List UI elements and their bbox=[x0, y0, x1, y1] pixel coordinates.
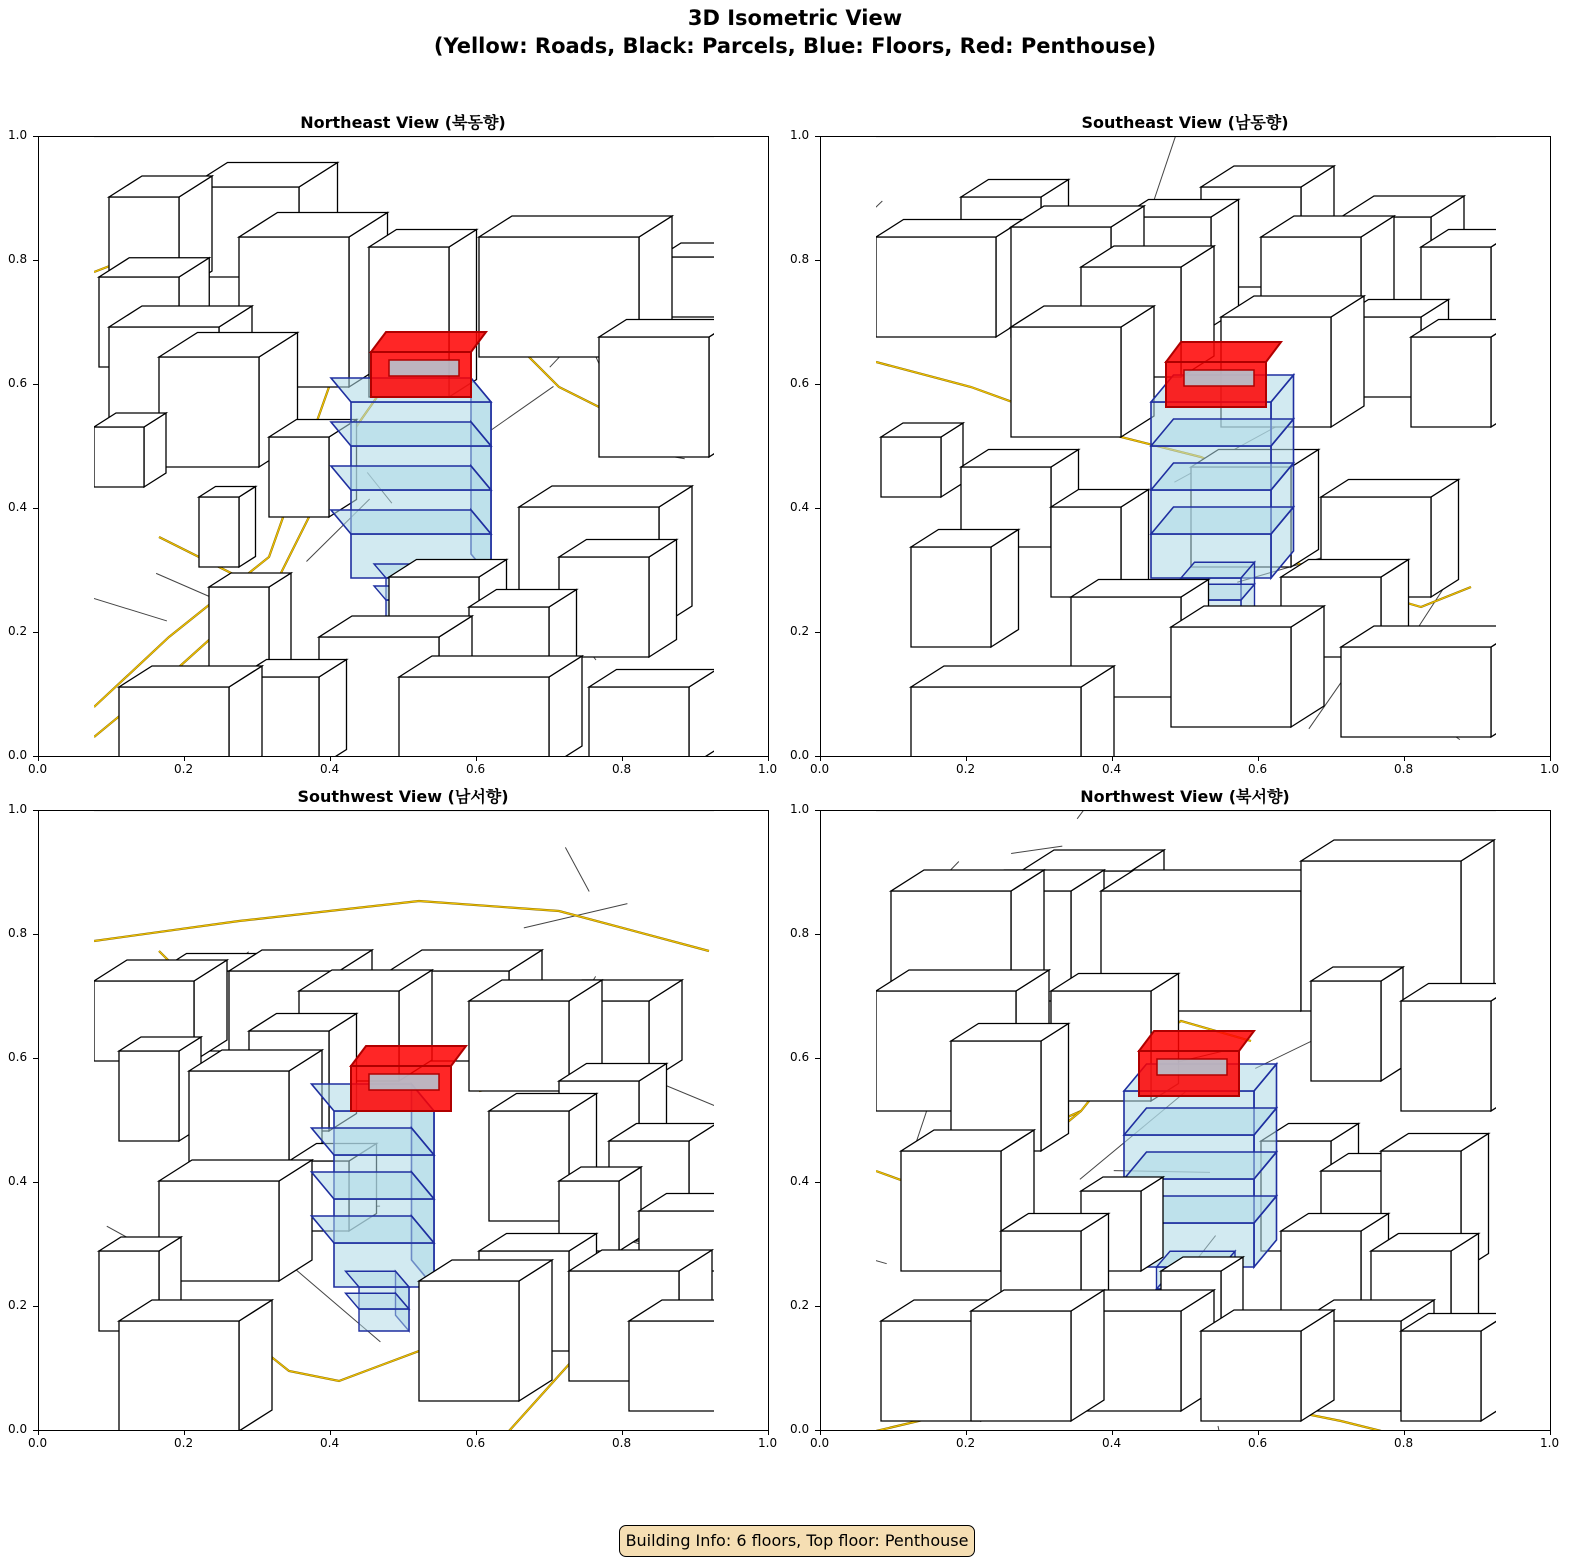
parcel-building bbox=[94, 413, 166, 487]
x-tick-mark bbox=[1112, 1430, 1113, 1435]
building-front bbox=[901, 1151, 1001, 1271]
parcel-line bbox=[565, 847, 589, 891]
y-tick-mark bbox=[815, 1306, 820, 1307]
y-tick-mark bbox=[33, 1430, 38, 1431]
building-top bbox=[1151, 419, 1294, 446]
building-front bbox=[1171, 627, 1291, 727]
building-front bbox=[1411, 337, 1491, 427]
x-tick-label: 0.0 bbox=[28, 1436, 48, 1450]
y-tick-mark bbox=[33, 1182, 38, 1183]
parcel-building bbox=[876, 220, 1024, 338]
y-tick-label: 0.0 bbox=[8, 748, 28, 762]
building-front bbox=[94, 427, 144, 487]
y-tick-label: 1.0 bbox=[8, 128, 28, 142]
parcel-building bbox=[1311, 967, 1403, 1081]
y-tick-label: 0.2 bbox=[790, 1298, 810, 1312]
x-tick-label: 0.8 bbox=[612, 1436, 632, 1450]
penthouse-top bbox=[1166, 342, 1281, 362]
isometric-scene-northwest bbox=[821, 811, 1551, 1431]
building-front bbox=[119, 1321, 239, 1431]
x-tick-label: 0.2 bbox=[174, 1436, 194, 1450]
y-tick-mark bbox=[815, 136, 820, 137]
y-tick-label: 0.6 bbox=[8, 1050, 28, 1064]
y-tick-label: 1.0 bbox=[790, 802, 810, 816]
building-front bbox=[971, 1311, 1071, 1421]
building-front bbox=[1401, 1001, 1491, 1111]
parcel-building bbox=[1341, 626, 1524, 737]
building-front bbox=[419, 1281, 519, 1401]
panel-title-southeast: Southeast View (남동향) bbox=[1081, 113, 1289, 132]
y-tick-mark bbox=[815, 934, 820, 935]
building-top bbox=[1124, 1152, 1277, 1179]
isometric-scene-northeast bbox=[39, 137, 769, 757]
parcel-building bbox=[119, 1300, 272, 1431]
x-tick-label: 0.4 bbox=[320, 762, 340, 776]
x-tick-mark bbox=[330, 1430, 331, 1435]
plot-area-northwest bbox=[820, 810, 1551, 1431]
y-tick-mark bbox=[815, 1430, 820, 1431]
building-front bbox=[1341, 647, 1491, 737]
y-tick-label: 0.6 bbox=[790, 1050, 810, 1064]
building-front bbox=[881, 1321, 981, 1421]
y-tick-label: 0.0 bbox=[790, 1422, 810, 1436]
y-tick-mark bbox=[33, 810, 38, 811]
plot-area-southeast bbox=[820, 136, 1551, 757]
building-front bbox=[599, 337, 709, 457]
x-tick-label: 0.0 bbox=[28, 762, 48, 776]
x-tick-mark bbox=[1550, 756, 1551, 761]
x-tick-mark bbox=[184, 1430, 185, 1435]
x-tick-label: 0.4 bbox=[1102, 1436, 1122, 1450]
y-tick-label: 0.4 bbox=[790, 1174, 810, 1188]
building-front bbox=[1401, 1331, 1481, 1421]
x-tick-mark bbox=[966, 1430, 967, 1435]
building-top bbox=[911, 666, 1114, 687]
building-side bbox=[239, 1300, 272, 1431]
parcel-building bbox=[1401, 1314, 1509, 1422]
building-front bbox=[911, 687, 1081, 757]
building-front bbox=[1201, 1331, 1301, 1421]
building-top bbox=[399, 656, 582, 677]
building-front bbox=[399, 677, 549, 757]
x-tick-label: 0.8 bbox=[1394, 762, 1414, 776]
building-side bbox=[649, 540, 677, 658]
parcel-building bbox=[419, 1260, 552, 1401]
penthouse-courtyard bbox=[1157, 1059, 1227, 1075]
building-top bbox=[1151, 507, 1294, 534]
parcel-building bbox=[399, 656, 582, 757]
penthouse-top bbox=[351, 1046, 466, 1066]
parcel-building bbox=[119, 666, 262, 757]
building-side bbox=[709, 320, 737, 458]
x-tick-label: 1.0 bbox=[1540, 1436, 1560, 1450]
building-top bbox=[312, 1128, 435, 1155]
x-tick-mark bbox=[38, 1430, 39, 1435]
building-side bbox=[719, 1194, 747, 1272]
y-tick-label: 0.8 bbox=[790, 926, 810, 940]
y-tick-mark bbox=[815, 756, 820, 757]
y-tick-label: 1.0 bbox=[8, 802, 28, 816]
building-side bbox=[519, 1260, 552, 1401]
building-side bbox=[719, 243, 741, 317]
y-tick-label: 0.4 bbox=[8, 1174, 28, 1188]
x-tick-mark bbox=[1258, 1430, 1259, 1435]
parcel-building bbox=[629, 1300, 752, 1411]
y-tick-label: 0.2 bbox=[8, 1298, 28, 1312]
building-top bbox=[1301, 840, 1494, 861]
x-tick-label: 0.0 bbox=[810, 1436, 830, 1450]
x-tick-label: 0.2 bbox=[956, 1436, 976, 1450]
building-top bbox=[479, 216, 672, 237]
y-tick-label: 0.4 bbox=[790, 500, 810, 514]
building-top bbox=[312, 1216, 435, 1243]
building-front bbox=[489, 1111, 569, 1221]
parcel-building bbox=[971, 1290, 1104, 1421]
building-side bbox=[239, 487, 256, 568]
parcel-building bbox=[1011, 306, 1154, 437]
panel-title-northwest: Northwest View (북서향) bbox=[1080, 787, 1290, 806]
building-side bbox=[1381, 967, 1403, 1081]
building-side bbox=[1071, 1290, 1104, 1421]
x-tick-label: 0.4 bbox=[320, 1436, 340, 1450]
x-tick-mark bbox=[1112, 756, 1113, 761]
building-side bbox=[1331, 296, 1364, 427]
building-top bbox=[331, 466, 491, 490]
x-tick-label: 0.6 bbox=[466, 1436, 486, 1450]
penthouse bbox=[371, 332, 486, 397]
building-side bbox=[1141, 1177, 1163, 1271]
y-tick-label: 0.0 bbox=[8, 1422, 28, 1436]
scene-content bbox=[94, 811, 767, 1431]
x-tick-label: 0.6 bbox=[466, 762, 486, 776]
parcel-building bbox=[1401, 984, 1519, 1112]
x-tick-mark bbox=[768, 756, 769, 761]
y-tick-mark bbox=[33, 1058, 38, 1059]
penthouse-courtyard bbox=[369, 1074, 439, 1090]
building-top bbox=[1341, 626, 1524, 647]
building-side bbox=[1491, 320, 1519, 428]
y-tick-label: 0.4 bbox=[8, 500, 28, 514]
building-top bbox=[1101, 870, 1334, 891]
building-side bbox=[1491, 984, 1519, 1112]
x-tick-mark bbox=[1404, 756, 1405, 761]
x-tick-mark bbox=[476, 1430, 477, 1435]
y-tick-label: 1.0 bbox=[790, 128, 810, 142]
building-side bbox=[719, 1300, 752, 1411]
road-line-highlight bbox=[94, 901, 709, 951]
building-front bbox=[119, 687, 229, 757]
building-front bbox=[876, 237, 996, 337]
building-front bbox=[269, 437, 329, 517]
x-tick-mark bbox=[622, 756, 623, 761]
x-tick-label: 0.0 bbox=[810, 762, 830, 776]
building-side bbox=[1041, 1024, 1069, 1152]
x-tick-mark bbox=[1404, 1430, 1405, 1435]
x-tick-label: 0.2 bbox=[956, 762, 976, 776]
y-tick-mark bbox=[815, 1182, 820, 1183]
building-side bbox=[1291, 450, 1319, 568]
figure-title-line1: 3D Isometric View bbox=[687, 6, 903, 30]
floor-wing-2 bbox=[346, 1293, 410, 1331]
y-tick-label: 0.0 bbox=[790, 748, 810, 762]
parcel-building bbox=[911, 666, 1114, 757]
scene-content bbox=[821, 137, 1524, 757]
x-tick-label: 0.4 bbox=[1102, 762, 1122, 776]
parcel-building bbox=[1201, 1310, 1334, 1421]
x-tick-label: 0.6 bbox=[1248, 1436, 1268, 1450]
x-tick-mark bbox=[184, 756, 185, 761]
building-side bbox=[991, 530, 1019, 648]
penthouse-courtyard bbox=[389, 360, 459, 376]
figure-title bbox=[0, 4, 1590, 60]
penthouse bbox=[1166, 342, 1281, 407]
scene-content bbox=[47, 137, 741, 757]
x-tick-mark bbox=[768, 1430, 769, 1435]
building-info-box: Building Info: 6 floors, Top floor: Penthouse bbox=[619, 1525, 975, 1557]
y-tick-mark bbox=[33, 136, 38, 137]
y-tick-mark bbox=[815, 260, 820, 261]
y-tick-mark bbox=[33, 384, 38, 385]
x-tick-label: 1.0 bbox=[758, 1436, 778, 1450]
building-top bbox=[312, 1172, 435, 1199]
y-tick-mark bbox=[33, 1306, 38, 1307]
building-front bbox=[1311, 981, 1381, 1081]
isometric-scene-southwest bbox=[39, 811, 769, 1431]
parcel-building bbox=[1411, 320, 1519, 428]
building-top bbox=[1151, 463, 1294, 490]
x-tick-mark bbox=[820, 1430, 821, 1435]
building-front bbox=[881, 437, 941, 497]
x-tick-label: 1.0 bbox=[1540, 762, 1560, 776]
x-tick-mark bbox=[1258, 756, 1259, 761]
parcel-line bbox=[1218, 1426, 1238, 1431]
parcel-building bbox=[159, 1160, 312, 1281]
x-tick-label: 0.8 bbox=[612, 762, 632, 776]
building-front bbox=[911, 547, 991, 647]
building-front bbox=[589, 687, 689, 757]
scene-content bbox=[821, 811, 1551, 1431]
building-top bbox=[1124, 1108, 1277, 1135]
y-tick-label: 0.8 bbox=[790, 252, 810, 266]
y-tick-label: 0.8 bbox=[8, 926, 28, 940]
penthouse-top bbox=[371, 332, 486, 352]
x-tick-mark bbox=[1550, 1430, 1551, 1435]
penthouse-top bbox=[1139, 1031, 1254, 1051]
parcel-building bbox=[881, 423, 963, 497]
building-front bbox=[1011, 327, 1121, 437]
x-tick-label: 1.0 bbox=[758, 762, 778, 776]
x-tick-mark bbox=[330, 756, 331, 761]
plot-area-northeast bbox=[38, 136, 769, 757]
building-front bbox=[629, 1321, 719, 1411]
y-tick-label: 0.6 bbox=[8, 376, 28, 390]
building-side bbox=[1481, 1314, 1509, 1422]
building-front bbox=[159, 357, 259, 467]
building-top bbox=[1181, 562, 1255, 578]
penthouse-courtyard bbox=[1184, 370, 1254, 386]
building-side bbox=[1121, 306, 1154, 437]
parcel-building bbox=[911, 530, 1019, 648]
parcel-line bbox=[47, 584, 167, 621]
x-tick-label: 0.8 bbox=[1394, 1436, 1414, 1450]
y-tick-mark bbox=[815, 1058, 820, 1059]
parcel-building bbox=[1171, 606, 1324, 727]
building-top bbox=[331, 422, 491, 446]
y-tick-mark bbox=[815, 508, 820, 509]
x-tick-mark bbox=[38, 756, 39, 761]
building-top bbox=[331, 510, 491, 534]
building-front bbox=[119, 1051, 179, 1141]
y-tick-mark bbox=[33, 508, 38, 509]
panel-title-northeast: Northeast View (북동향) bbox=[300, 113, 506, 132]
y-tick-mark bbox=[33, 260, 38, 261]
building-front bbox=[199, 497, 239, 567]
isometric-scene-southeast bbox=[821, 137, 1551, 757]
x-tick-label: 0.2 bbox=[174, 762, 194, 776]
parcel-building bbox=[589, 670, 717, 758]
x-tick-mark bbox=[820, 756, 821, 761]
figure-title-line2: (Yellow: Roads, Black: Parcels, Blue: Floors, Red: Penthouse) bbox=[433, 34, 1157, 58]
y-tick-mark bbox=[815, 632, 820, 633]
y-tick-mark bbox=[815, 810, 820, 811]
y-tick-label: 0.2 bbox=[790, 624, 810, 638]
y-tick-label: 0.2 bbox=[8, 624, 28, 638]
parcel-line bbox=[1077, 811, 1132, 819]
parcel-building bbox=[199, 487, 256, 568]
x-tick-mark bbox=[622, 1430, 623, 1435]
parcel-building bbox=[599, 320, 737, 458]
x-tick-mark bbox=[966, 756, 967, 761]
building-side bbox=[1431, 480, 1459, 598]
y-tick-mark bbox=[815, 384, 820, 385]
y-tick-mark bbox=[33, 756, 38, 757]
panel-title-southwest: Southwest View (남서향) bbox=[297, 787, 509, 806]
plot-area-southwest bbox=[38, 810, 769, 1431]
x-tick-mark bbox=[476, 756, 477, 761]
penthouse bbox=[1139, 1031, 1254, 1096]
building-front bbox=[359, 1309, 409, 1331]
y-tick-mark bbox=[33, 934, 38, 935]
parcel-line bbox=[821, 201, 882, 282]
parcel-line bbox=[490, 386, 553, 430]
building-front bbox=[469, 1001, 569, 1091]
x-tick-label: 0.6 bbox=[1248, 762, 1268, 776]
parcel-line bbox=[821, 1233, 887, 1264]
y-tick-label: 0.8 bbox=[8, 252, 28, 266]
y-tick-mark bbox=[33, 632, 38, 633]
y-tick-label: 0.6 bbox=[790, 376, 810, 390]
penthouse bbox=[351, 1046, 466, 1111]
